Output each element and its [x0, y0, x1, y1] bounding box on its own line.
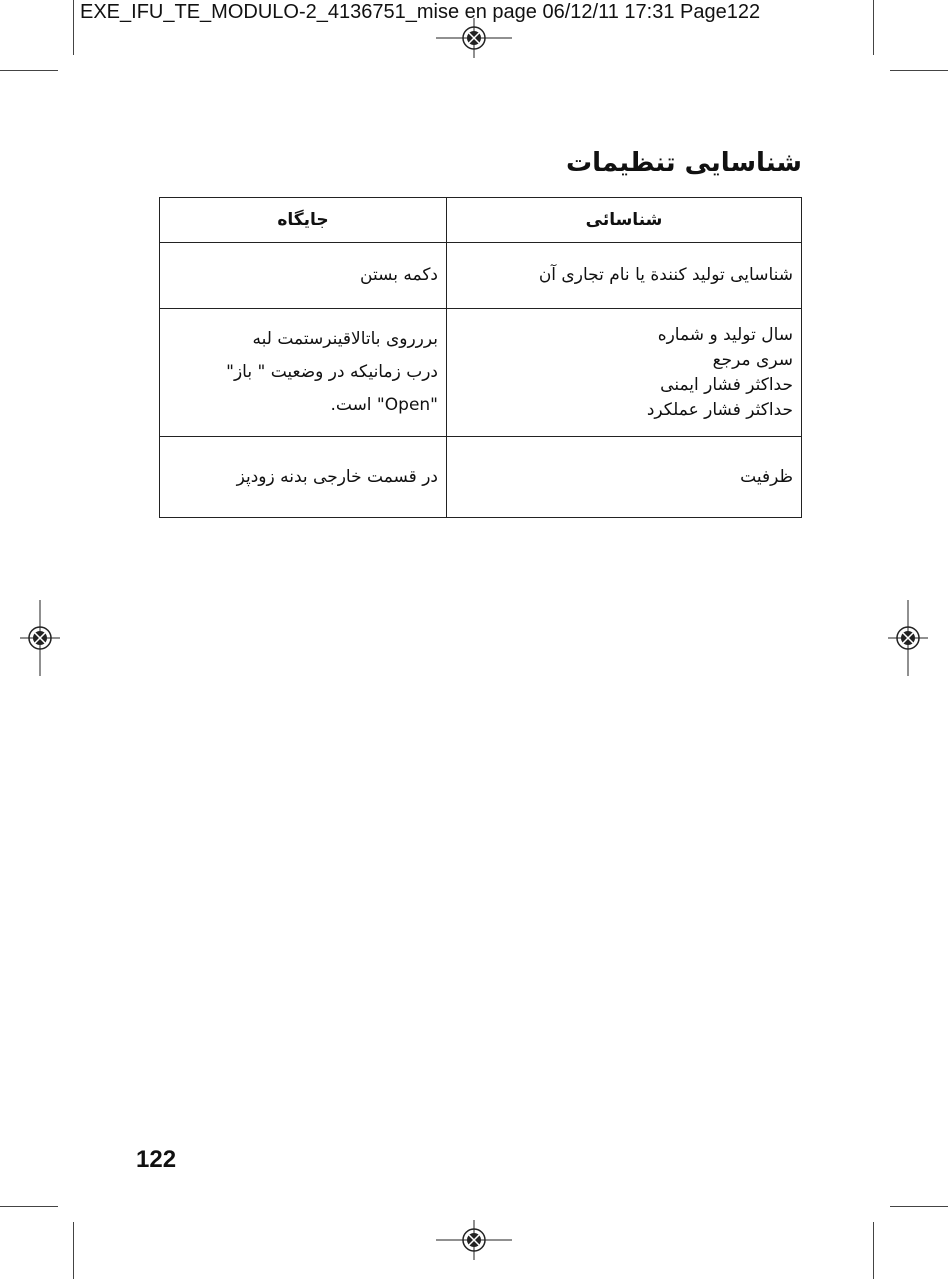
- crop-mark-top-left-horizontal: [0, 70, 58, 71]
- table-row: [160, 243, 802, 309]
- crop-mark-top-left-vertical: [73, 0, 74, 55]
- cell-line: درب زمانیکه در وضعیت " باز": [226, 362, 438, 382]
- cell-location: [160, 309, 447, 437]
- crop-mark-bottom-right-vertical: [873, 1222, 874, 1279]
- cell-line: دکمه بستن: [360, 265, 438, 285]
- registration-mark-top-icon: [436, 18, 512, 58]
- cell-location: [160, 437, 447, 518]
- cell-line: سال تولید و شماره: [657, 324, 793, 345]
- cell-identity: [447, 309, 802, 437]
- printer-slug: EXE_IFU_TE_MODULO-2_4136751_mise en page 06/12/11 17:31 Page122: [80, 1, 761, 23]
- cell-line: در قسمت خارجی بدنه زودپز: [236, 466, 438, 487]
- header-location: جایگاه: [160, 198, 447, 243]
- page-number: 122: [136, 1146, 177, 1173]
- cell-line: حداکثر فشار ایمنی: [660, 374, 793, 395]
- cell-line: شناسایی تولید کنندة یا نام تجاری آن: [538, 265, 793, 285]
- cell-location: [160, 243, 447, 309]
- crop-mark-top-right-horizontal: [890, 70, 948, 71]
- table-row: [160, 309, 802, 437]
- cell-line: ظرفیت: [740, 466, 793, 487]
- crop-mark-bottom-right-horizontal: [890, 1206, 948, 1207]
- registration-mark-right-icon: [888, 600, 928, 676]
- cell-line: "Open" است.: [330, 395, 438, 415]
- cell-identity: [447, 437, 802, 518]
- cell-line: سری مرجع: [712, 349, 793, 370]
- cell-identity: [447, 243, 802, 309]
- cell-line: بررروی باتالاقینرستمت لبه: [252, 329, 438, 349]
- registration-mark-left-icon: [20, 600, 60, 676]
- header-identity: شناسائی: [447, 198, 802, 243]
- crop-mark-top-right-vertical: [873, 0, 874, 55]
- cell-line: حداکثر فشار عملکرد: [646, 399, 793, 420]
- table-row: [160, 437, 802, 518]
- crop-mark-bottom-left-horizontal: [0, 1206, 58, 1207]
- crop-mark-bottom-left-vertical: [73, 1222, 74, 1279]
- settings-table: [159, 197, 802, 518]
- registration-mark-bottom-icon: [436, 1220, 512, 1260]
- page-title: شناسایی تنظیمات: [565, 148, 802, 178]
- table-header-row: [160, 198, 802, 243]
